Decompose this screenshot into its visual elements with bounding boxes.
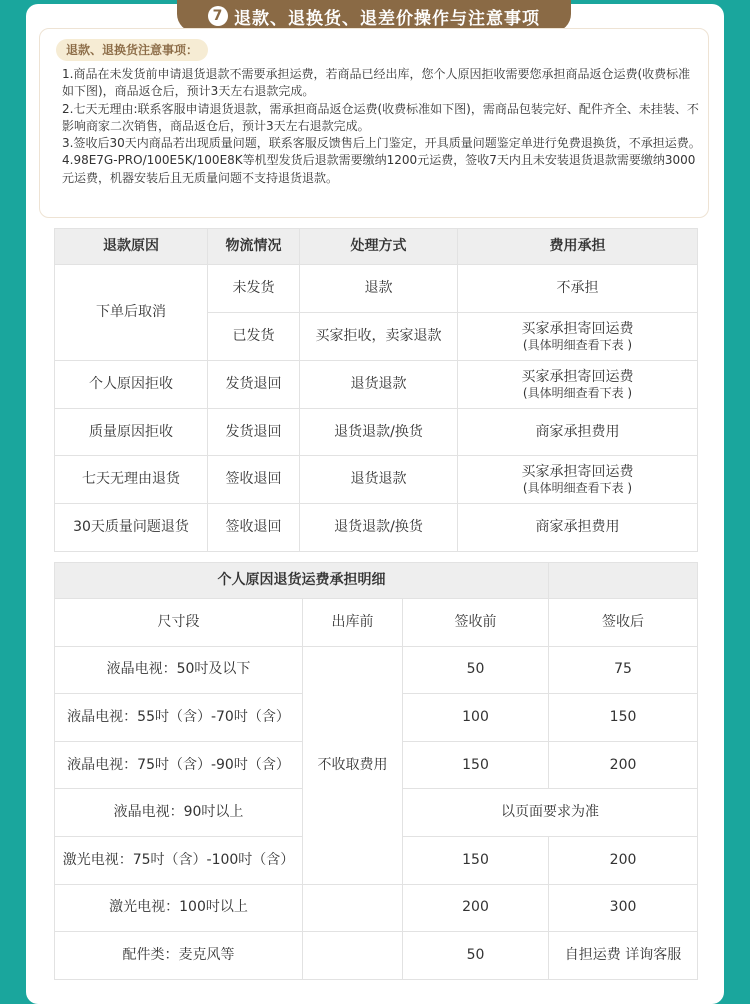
after-sign-cell: 200 [549, 836, 698, 884]
after-sign-cell: 300 [549, 884, 698, 932]
cost-text: 买家承担寄回运费 [521, 463, 634, 480]
logistics-cell: 签收退回 [208, 504, 300, 552]
before-sign-cell: 100 [403, 694, 549, 742]
table-title-row [55, 563, 698, 599]
size-cell: 激光电视：100吋以上 [55, 884, 303, 932]
notes-tag: 退款、退换货注意事项： [56, 39, 208, 61]
header-cell: 尺寸段 [55, 599, 303, 647]
header-cell: 退款原因 [55, 229, 208, 265]
method-cell: 退货退款/换货 [300, 504, 458, 552]
size-cell: 液晶电视：50吋及以下 [55, 646, 303, 694]
table-header-row [55, 599, 698, 647]
logistics-cell: 发货退回 [208, 361, 300, 409]
cost-cell [458, 313, 698, 361]
method-cell: 退货退款/换货 [300, 409, 458, 456]
method-cell: 退货退款 [300, 361, 458, 409]
empty-cell [303, 884, 403, 932]
fee-table-title: 个人原因退货运费承担明细 [55, 563, 549, 599]
after-sign-cell: 75 [549, 646, 698, 694]
note-item: 1.商品在未发货前申请退货退款不需要承担运费，若商品已经出库，您个人原因拒收需要您承担商品返仓运费(收费标准如下图)，商品返仓后，预计3天左右退款完成。 [62, 67, 691, 99]
table-header-row [55, 229, 698, 265]
merged-fee-cell: 以页面要求为准 [403, 789, 698, 837]
cost-cell: 商家承担费用 [458, 504, 698, 552]
size-cell: 液晶电视：55吋（含）-70吋（含） [55, 694, 303, 742]
table-row [55, 932, 698, 980]
table-row [55, 265, 698, 313]
reason-cell: 下单后取消 [55, 265, 208, 361]
table-row [55, 361, 698, 409]
refund-table [54, 228, 698, 552]
notes-box [39, 28, 709, 218]
header-cell: 处理方式 [300, 229, 458, 265]
reason-cell: 七天无理由退货 [55, 456, 208, 504]
empty-cell [303, 932, 403, 980]
cost-text: 买家承担寄回运费 [521, 320, 634, 337]
header-cell: 费用承担 [458, 229, 698, 265]
cost-note: (具体明细查看下表 ) [522, 385, 633, 400]
fee-table [54, 562, 698, 980]
method-cell: 退货退款 [300, 456, 458, 504]
method-cell: 退款 [300, 265, 458, 313]
header-cell: 签收后 [549, 599, 698, 647]
table-row [55, 504, 698, 552]
cost-note: (具体明细查看下表 ) [522, 337, 633, 352]
before-sign-cell: 150 [403, 741, 549, 789]
cost-text: 买家承担寄回运费 [521, 368, 634, 385]
table-row [55, 456, 698, 504]
before-sign-cell: 50 [403, 646, 549, 694]
header-cell: 出库前 [303, 599, 403, 647]
logistics-cell: 未发货 [208, 265, 300, 313]
before-sign-cell: 50 [403, 932, 549, 980]
reason-cell: 个人原因拒收 [55, 361, 208, 409]
notes-body [62, 66, 702, 187]
note-item: 3.签收后30天内商品若出现质量问题，联系客服反馈售后上门鉴定，开具质量问题鉴定单进行免费退换货，不承担运费。 [62, 136, 701, 151]
method-cell: 买家拒收，卖家退款 [300, 313, 458, 361]
before-shipping-cell: 不收取费用 [303, 646, 403, 884]
note-item: 4.98E7G-PRO/100E5K/100E8K等机型发货后退款需要缴纳1200元运费，签收7天内且未安装退货退款需要缴纳3000元运费，机器安装后且无质量问题不支持退货退款。 [62, 153, 696, 185]
header-cell: 物流情况 [208, 229, 300, 265]
size-cell: 配件类：麦克风等 [55, 932, 303, 980]
reason-cell: 30天质量问题退货 [55, 504, 208, 552]
logistics-cell: 已发货 [208, 313, 300, 361]
after-sign-cell: 200 [549, 741, 698, 789]
header-cell: 签收前 [403, 599, 549, 647]
after-sign-cell: 自担运费 详询客服 [549, 932, 698, 980]
cost-note: (具体明细查看下表 ) [522, 480, 633, 495]
reason-cell: 质量原因拒收 [55, 409, 208, 456]
before-sign-cell: 200 [403, 884, 549, 932]
table-row [55, 884, 698, 932]
size-cell: 液晶电视：90吋以上 [55, 789, 303, 837]
logistics-cell: 签收退回 [208, 456, 300, 504]
cost-cell: 不承担 [458, 265, 698, 313]
cost-cell [458, 361, 698, 409]
size-cell: 激光电视：75吋（含）-100吋（含） [55, 836, 303, 884]
cost-cell [458, 456, 698, 504]
header-cell [549, 563, 698, 599]
before-sign-cell: 150 [403, 836, 549, 884]
table-row [55, 646, 698, 694]
logistics-cell: 发货退回 [208, 409, 300, 456]
section-title: 退款、退换货、退差价操作与注意事项 [234, 8, 540, 29]
section-number-badge: 7 [208, 6, 228, 26]
size-cell: 液晶电视：75吋（含）-90吋（含） [55, 741, 303, 789]
cost-cell: 商家承担费用 [458, 409, 698, 456]
table-row [55, 409, 698, 456]
note-item: 2.七天无理由:联系客服申请退货退款，需承担商品返仓运费(收费标准如下图)，需商品包装完好、配件齐全、未挂装、不影响商家二次销售，商品返仓后，预计3天左右退款完成。 [62, 101, 699, 133]
after-sign-cell: 150 [549, 694, 698, 742]
